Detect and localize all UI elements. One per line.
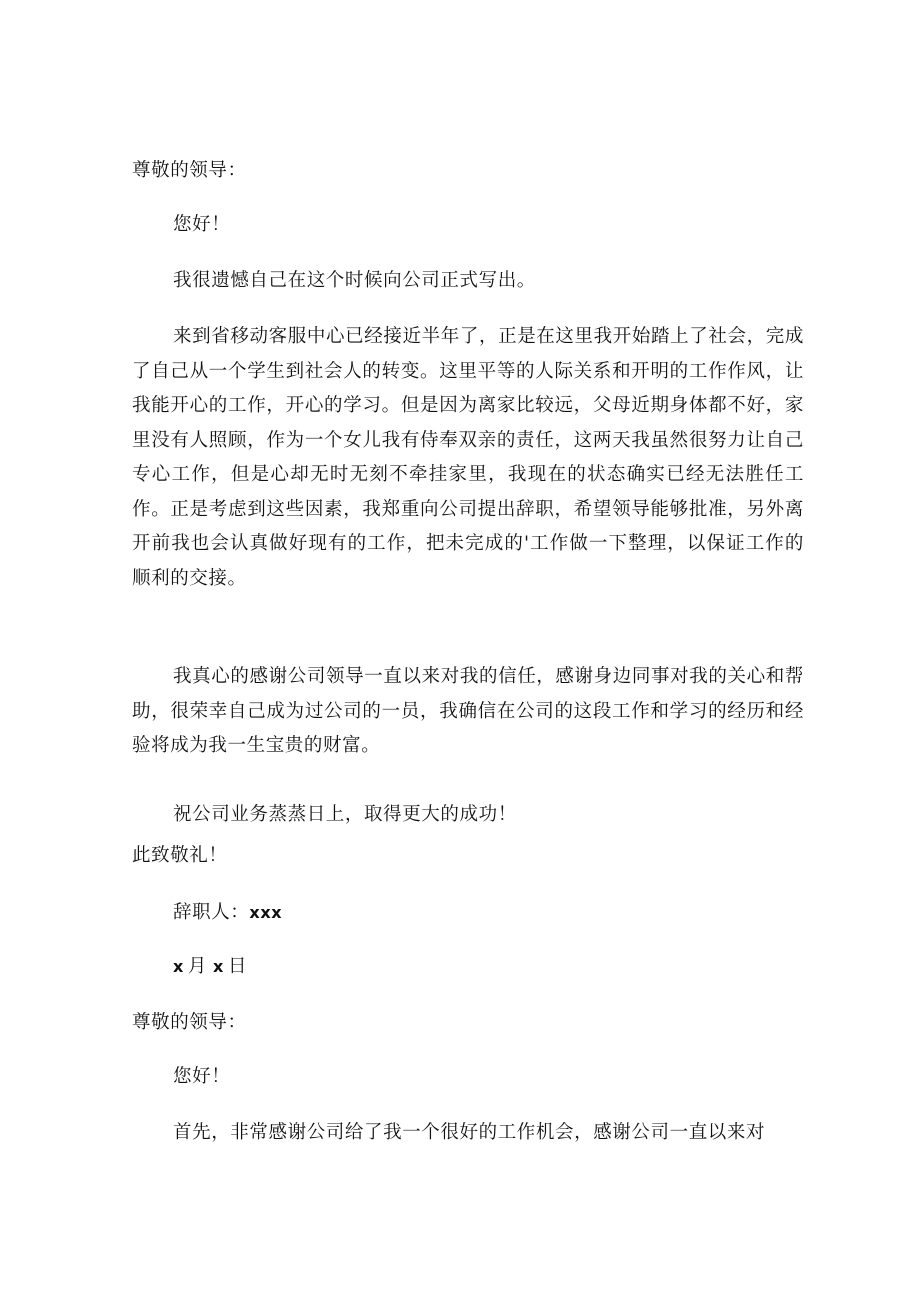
signer-name: xxx (249, 903, 283, 922)
date-day-value: x (213, 957, 224, 976)
paragraph-second-letter: 首先，非常感谢公司给了我一个很好的工作机会，感谢公司一直以来对 (173, 1122, 766, 1143)
signature-line (173, 901, 282, 925)
greeting-second-letter: 您好！ (173, 1066, 231, 1087)
date-month-unit: 月 (187, 956, 208, 977)
paragraph-opening: 我很遗憾自己在这个时候向公司正式写出。 (173, 270, 536, 291)
closing-line: 此致敬礼！ (132, 845, 228, 866)
date-month-value: x (173, 957, 184, 976)
greeting: 您好！ (173, 214, 231, 235)
wish-line: 祝公司业务蒸蒸日上，取得更大的成功！ (173, 804, 517, 825)
date-day-unit: 日 (227, 956, 248, 977)
paragraph-thanks: 我真心的感谢公司领导一直以来对我的信任，感谢身边同事对我的关心和帮助，很荣幸自己成为过公司的一员，我确信在公司的这段工作和学习的经历和经验将成为我一生宝贵的财富。 (132, 666, 804, 756)
salutation-second-letter: 尊敬的领导： (132, 1012, 247, 1033)
date-line (173, 955, 247, 979)
signer-label: 辞职人： (173, 902, 250, 923)
salutation: 尊敬的领导： (132, 160, 247, 181)
paragraph-reason: 来到省移动客服中心已经接近半年了，正是在这里我开始踏上了社会，完成了自己从一个学生到社会人的转变。这里平等的人际关系和开明的工作作风，让我能开心的工作，开心的学习。但是因为离家比较远，父母近期身体都不好，家里没有人照顾，作为一个女儿我有侍奉双亲的责任，这两天我虽然很努力让自己专心工作，但是心却无时无刻不牵挂家里，我现在的状态确实已经无法胜任工作。正是考虑到这些因素，我郑重向公司提出辞职，希望领导能够批准，另外离开前我也会认真做好现有的工作，把未完成的'工作做一下整理，以保证工作的顺利的交接。 (132, 326, 804, 589)
